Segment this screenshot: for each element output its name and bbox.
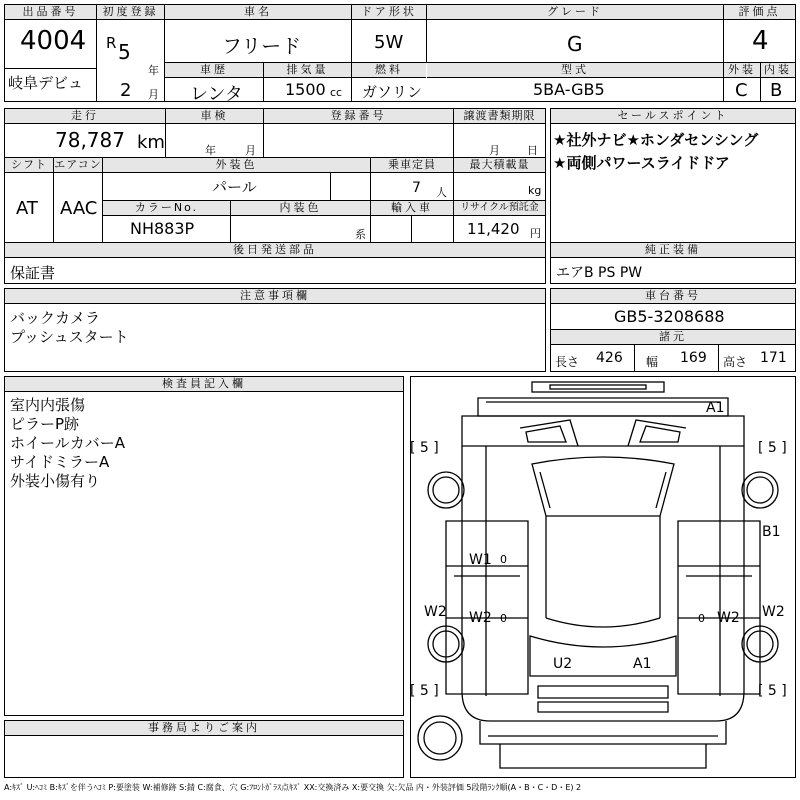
sales-line-1: ★社外ナビ★ホンダセンシング bbox=[553, 131, 759, 149]
ac: AAC bbox=[60, 198, 98, 219]
seat-label: 乗車定員 bbox=[371, 158, 453, 173]
seat: 7 bbox=[412, 180, 421, 196]
first-reg-label: 初度登録 bbox=[97, 5, 164, 20]
shift-label: シフト bbox=[5, 158, 53, 173]
wid-label: 幅 bbox=[646, 355, 659, 369]
damage-mark-6: W2 bbox=[717, 610, 740, 626]
office-label: 事務局よりご案内 bbox=[5, 721, 403, 736]
damage-mark-5: W2 bbox=[469, 610, 492, 626]
inspector-line-3: ホイールカバーA bbox=[10, 434, 125, 452]
score: 4 bbox=[752, 26, 769, 56]
length: 426 bbox=[596, 350, 623, 366]
equip-value: エアB PS PW bbox=[556, 265, 643, 281]
color-number: NH883P bbox=[130, 219, 195, 238]
zero-mark-3: 0 bbox=[698, 612, 705, 625]
model-code: 5BA-GB5 bbox=[533, 80, 605, 99]
grade: G bbox=[567, 32, 583, 56]
recycle-fee: 11,420 bbox=[467, 220, 520, 238]
reg-year: 5 bbox=[118, 40, 131, 64]
damage-mark-1: A1 bbox=[706, 400, 725, 416]
disp-unit: cc bbox=[330, 86, 343, 99]
damage-mark-8: A1 bbox=[633, 656, 652, 672]
car-diagram bbox=[410, 376, 796, 778]
reg-month-unit: 月 bbox=[148, 88, 159, 101]
notes-line-2: プッシュスタート bbox=[10, 328, 129, 346]
damage-mark-2: B1 bbox=[762, 524, 781, 540]
intcolor-label: 内装色 bbox=[231, 201, 370, 216]
ext-grade: C bbox=[735, 80, 748, 101]
car-name: フリード bbox=[222, 34, 302, 58]
mileage-label: 走行 bbox=[5, 109, 165, 124]
damage-mark-3: W1 bbox=[469, 552, 492, 568]
recycle-label: リサイクル預託金 bbox=[454, 201, 545, 216]
chassis-number: GB5-3208688 bbox=[614, 307, 725, 326]
load-label: 最大積載量 bbox=[454, 158, 545, 173]
chassis-label: 車台番号 bbox=[551, 289, 795, 304]
inspector-line-1: 室内内張傷 bbox=[10, 396, 86, 414]
score-label: 評価点 bbox=[724, 5, 795, 20]
history: レンタ bbox=[190, 84, 243, 105]
color-label: 外装色 bbox=[103, 158, 370, 173]
inspect-month-unit: 月 bbox=[245, 144, 256, 157]
tire-depth-rl: [ 5 ] bbox=[410, 683, 439, 699]
lot-number: 4004 bbox=[20, 26, 87, 56]
later-parts-label: 後日発送部品 bbox=[5, 243, 545, 258]
history-label: 車歴 bbox=[165, 63, 263, 78]
int-grade: B bbox=[770, 80, 783, 101]
lot-label: 出品番号 bbox=[5, 5, 96, 20]
mileage-unit: km bbox=[137, 132, 165, 153]
legend: A:ｷｽﾞ U:ﾍｺﾐ B:ｷｽﾞを伴うﾍｺﾐ P:要塗装 W:補修跡 S:錆 C:腐食、穴 G:ﾌﾛﾝﾄｶﾞﾗｽ点ｷｽﾞ XX:交換済み X:要交換 欠:欠品 内・外装評価 5段階ﾗﾝｸ順(A・B・C・D・E) 2 bbox=[4, 783, 582, 792]
colorno-label: カラーNo. bbox=[103, 201, 230, 216]
reg-number-label: 登録番号 bbox=[264, 109, 453, 124]
hgt-label: 高さ bbox=[723, 355, 748, 369]
tire-depth-rr: [ 5 ] bbox=[758, 683, 787, 699]
transfer-label: 譲渡書類期限 bbox=[454, 109, 545, 124]
zero-mark-2: 0 bbox=[500, 612, 507, 625]
grade-label: グレード bbox=[427, 5, 723, 20]
model-label: 型式 bbox=[427, 63, 723, 78]
displacement: 1500 bbox=[285, 80, 326, 99]
inspect-year-unit: 年 bbox=[205, 144, 216, 157]
fuel: ガソリン bbox=[362, 83, 423, 101]
tire-depth-fr: [ 5 ] bbox=[758, 440, 787, 456]
damage-mark-4: W2 bbox=[424, 604, 447, 620]
reg-year-unit: 年 bbox=[148, 64, 159, 77]
seat-unit: 人 bbox=[436, 186, 447, 199]
door-type: 5W bbox=[374, 32, 404, 53]
venue: 岐阜デビュ bbox=[8, 74, 84, 92]
transfer-month-unit: 月 bbox=[489, 144, 500, 157]
inspector-line-2: ピラーP跡 bbox=[10, 415, 80, 433]
disp-label: 排気量 bbox=[264, 63, 351, 78]
sales-line-2: ★両側パワースライドドア bbox=[553, 154, 730, 172]
spec-label: 諸元 bbox=[551, 330, 795, 345]
color: パール bbox=[212, 178, 257, 196]
later-parts: 保証書 bbox=[10, 264, 56, 282]
height: 171 bbox=[760, 350, 787, 366]
zero-mark-1: 0 bbox=[500, 553, 507, 566]
door-label: ドア形状 bbox=[352, 5, 426, 20]
mileage: 78,787 bbox=[55, 128, 125, 152]
ac-label: エアコン bbox=[54, 158, 102, 171]
recycle-unit: 円 bbox=[530, 227, 541, 240]
reg-month: 2 bbox=[120, 80, 132, 101]
damage-mark-7: U2 bbox=[553, 656, 573, 672]
ext-label: 外装 bbox=[724, 63, 760, 78]
int-label: 内装 bbox=[761, 63, 795, 78]
inspector-label: 検査員記入欄 bbox=[5, 377, 403, 392]
notes-label: 注意事項欄 bbox=[5, 289, 545, 304]
intcolor-unit: 系 bbox=[355, 228, 366, 241]
inspector-line-4: サイドミラーA bbox=[10, 453, 110, 471]
tire-depth-fl: [ 5 ] bbox=[410, 440, 439, 456]
width: 169 bbox=[680, 350, 707, 366]
fuel-label: 燃料 bbox=[352, 63, 426, 78]
import-label: 輸入車 bbox=[371, 201, 453, 216]
inspector-line-5: 外装小傷有り bbox=[10, 472, 101, 490]
inspect-label: 車検 bbox=[166, 109, 263, 124]
reg-era: R bbox=[106, 34, 117, 52]
transfer-day-unit: 日 bbox=[527, 144, 538, 157]
shift: AT bbox=[16, 198, 38, 219]
sales-label: セールスポイント bbox=[551, 109, 795, 124]
name-label: 車名 bbox=[165, 5, 351, 20]
damage-mark-9: W2 bbox=[762, 604, 785, 620]
notes-line-1: バックカメラ bbox=[10, 309, 101, 327]
len-label: 長さ bbox=[555, 355, 580, 369]
equip-label: 純正装備 bbox=[551, 243, 795, 258]
load-unit: kg bbox=[528, 184, 542, 197]
